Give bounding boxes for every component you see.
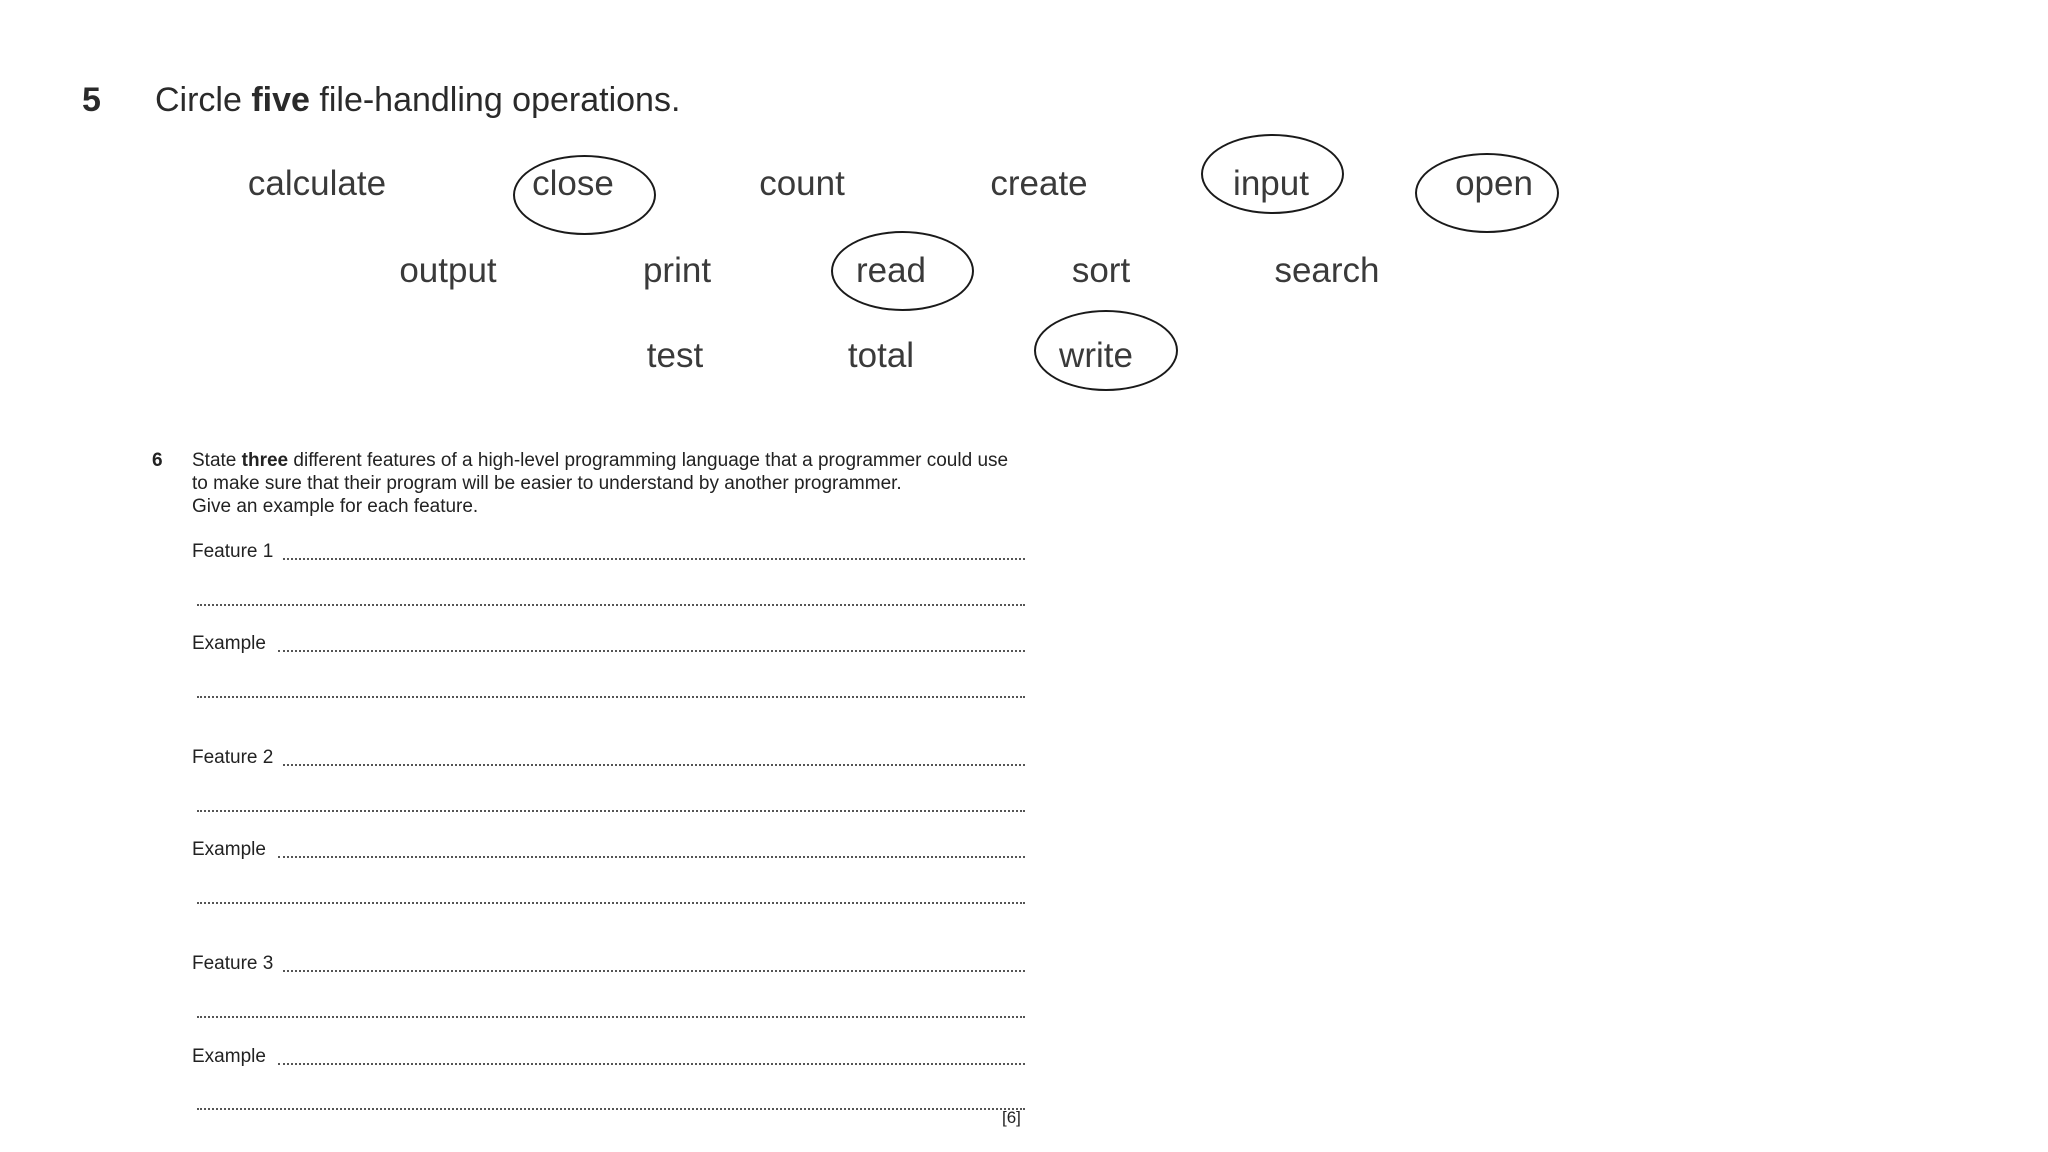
feature-3-label: Feature 3: [192, 953, 274, 974]
example-3-label: Example: [192, 1046, 266, 1067]
example-2-label: Example: [192, 839, 266, 860]
word-print[interactable]: print: [642, 251, 712, 290]
word-read[interactable]: read: [855, 251, 927, 290]
feature-3-answer-line[interactable]: [283, 970, 1025, 972]
question-6-line-1-post: different features of a high-level programming language that a programmer could use: [288, 450, 1009, 471]
example-3-answer-line-2[interactable]: [197, 1108, 1025, 1110]
feature-1-answer-line-2[interactable]: [197, 604, 1025, 606]
question-6-line-3: Give an example for each feature.: [192, 496, 479, 517]
feature-1-answer-line[interactable]: [283, 558, 1025, 560]
question-6-line-2: to make sure that their program will be easier to understand by another programmer.: [192, 473, 902, 494]
word-write[interactable]: write: [1059, 336, 1133, 375]
feature-1-label: Feature 1: [192, 541, 274, 562]
example-1-answer-line[interactable]: [278, 650, 1025, 652]
question-6-line-1: [192, 450, 1008, 472]
question-6-line-1-pre: State: [192, 450, 242, 471]
word-create[interactable]: create: [990, 164, 1088, 203]
word-total[interactable]: total: [847, 336, 915, 375]
word-output[interactable]: output: [399, 251, 497, 290]
question-5-stem-pre: Circle: [155, 81, 252, 119]
word-count[interactable]: count: [759, 164, 845, 203]
question-6-line-1-bold: three: [241, 450, 289, 471]
example-3-answer-line[interactable]: [278, 1063, 1025, 1065]
example-2-answer-line-2[interactable]: [197, 902, 1025, 904]
feature-2-answer-line-2[interactable]: [197, 810, 1025, 812]
question-6-number: 6: [152, 450, 163, 471]
example-2-answer-line[interactable]: [278, 856, 1025, 858]
question-5-stem-post: file-handling operations.: [309, 81, 681, 119]
marks-indicator: [6]: [1002, 1108, 1021, 1127]
word-open[interactable]: open: [1455, 164, 1533, 203]
feature-2-label: Feature 2: [192, 747, 274, 768]
word-test[interactable]: test: [646, 336, 704, 375]
word-input[interactable]: input: [1233, 164, 1309, 203]
example-1-label: Example: [192, 633, 266, 654]
word-close[interactable]: close: [532, 164, 614, 203]
feature-3-answer-line-2[interactable]: [197, 1016, 1025, 1018]
question-5-stem: [155, 80, 680, 120]
word-search[interactable]: search: [1274, 251, 1380, 290]
word-calculate[interactable]: calculate: [247, 164, 387, 203]
question-5-number: 5: [82, 81, 101, 119]
word-sort[interactable]: sort: [1071, 251, 1131, 290]
question-5-stem-bold: five: [251, 81, 310, 119]
feature-2-answer-line[interactable]: [283, 764, 1025, 766]
example-1-answer-line-2[interactable]: [197, 696, 1025, 698]
